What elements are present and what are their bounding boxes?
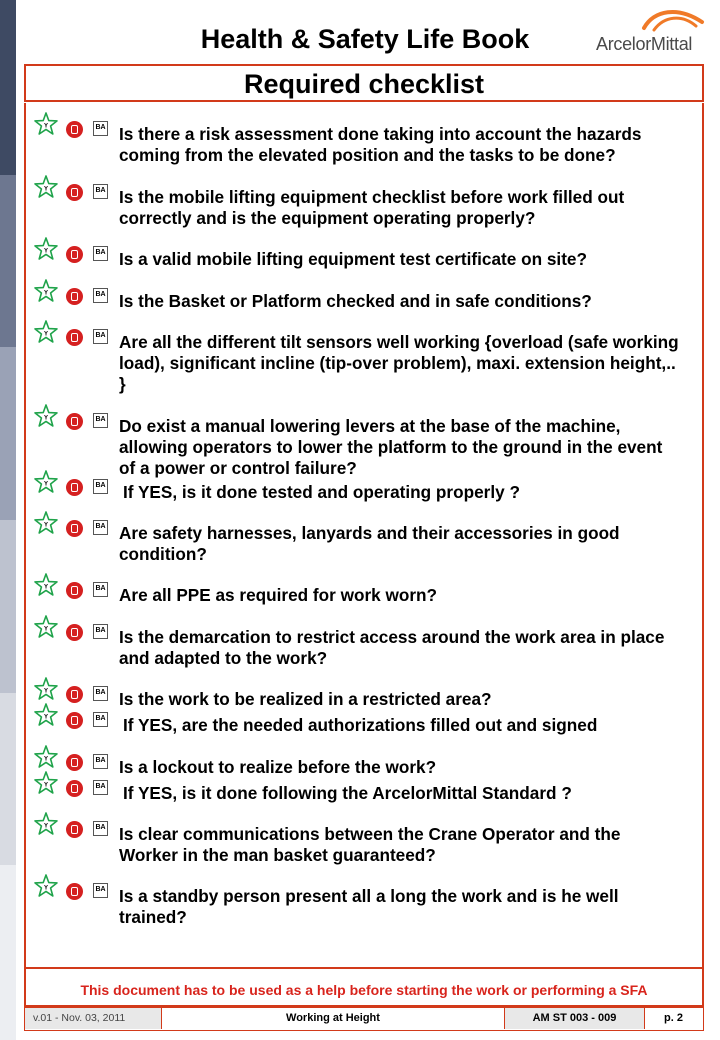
document-title: Health & Safety Life Book bbox=[200, 24, 530, 54]
svg-text:Y: Y bbox=[43, 123, 49, 130]
ba-icon: BA bbox=[93, 184, 108, 199]
life-rule-icon bbox=[66, 520, 83, 537]
ba-icon: BA bbox=[93, 712, 108, 727]
star-icon bbox=[34, 573, 58, 597]
checklist-question: Is the Basket or Platform checked and in safe conditions? bbox=[119, 291, 592, 311]
checklist-question: If YES, are the needed authorizations filled out and signed bbox=[123, 715, 598, 735]
checklist-question: Is a lockout to realize before the work? bbox=[119, 757, 437, 777]
ba-icon: BA bbox=[93, 329, 108, 344]
ba-icon: BA bbox=[93, 582, 108, 597]
life-rule-icon bbox=[66, 686, 83, 703]
star-icon bbox=[34, 771, 58, 795]
item-icons bbox=[34, 320, 114, 350]
footer-version: v.01 - Nov. 03, 2011 bbox=[25, 1008, 161, 1029]
ba-icon: BA bbox=[93, 288, 108, 303]
life-rule-icon bbox=[66, 883, 83, 900]
life-rule-icon bbox=[66, 413, 83, 430]
checklist-question: If YES, is it done following the ArcelorMittal Standard ? bbox=[123, 783, 572, 803]
svg-text:Y: Y bbox=[43, 248, 49, 255]
star-icon bbox=[34, 112, 58, 136]
svg-text:Y: Y bbox=[43, 688, 49, 695]
checklist-question: Are all PPE as required for work worn? bbox=[119, 585, 438, 605]
star-icon bbox=[34, 812, 58, 836]
ba-icon: BA bbox=[93, 520, 108, 535]
item-icons bbox=[34, 703, 114, 733]
svg-text:Y: Y bbox=[43, 290, 49, 297]
checklist-question: Is a standby person present all a long the work and is he well trained? bbox=[119, 886, 619, 927]
star-icon bbox=[34, 511, 58, 535]
svg-text:Y: Y bbox=[43, 415, 49, 422]
checklist-question: Is the mobile lifting equipment checklist before work filled out correctly and is the equipment operating properly? bbox=[119, 187, 625, 228]
star-icon bbox=[34, 279, 58, 303]
star-icon bbox=[34, 320, 58, 344]
ba-icon: BA bbox=[93, 883, 108, 898]
checklist-title-box bbox=[24, 64, 704, 102]
ba-icon: BA bbox=[93, 121, 108, 136]
star-icon bbox=[34, 404, 58, 428]
checklist-question: Is a valid mobile lifting equipment test certificate on site? bbox=[119, 249, 587, 269]
ba-icon: BA bbox=[93, 821, 108, 836]
star-icon bbox=[34, 615, 58, 639]
checklist-question: Is there a risk assessment done taking into account the hazards coming from the elevated position and the tasks to be done? bbox=[119, 124, 642, 165]
ba-icon: BA bbox=[93, 479, 108, 494]
item-icons bbox=[34, 573, 114, 603]
svg-text:Y: Y bbox=[43, 756, 49, 763]
item-icons bbox=[34, 279, 114, 309]
life-rule-icon bbox=[66, 754, 83, 771]
svg-text:Y: Y bbox=[43, 626, 49, 633]
checklist-question: Is clear communications between the Crane Operator and the Worker in the man basket guaranteed? bbox=[119, 824, 621, 865]
life-rule-icon bbox=[66, 821, 83, 838]
item-icons bbox=[34, 511, 114, 541]
life-rule-icon bbox=[66, 184, 83, 201]
item-icons bbox=[34, 112, 114, 142]
star-icon bbox=[34, 470, 58, 494]
footer-code: AM ST 003 - 009 bbox=[505, 1008, 645, 1029]
star-icon bbox=[34, 677, 58, 701]
svg-text:Y: Y bbox=[43, 885, 49, 892]
footer-page: p. 2 bbox=[664, 1012, 683, 1024]
item-icons bbox=[34, 874, 114, 904]
ba-icon: BA bbox=[93, 413, 108, 428]
item-icons bbox=[34, 470, 114, 500]
life-rule-icon bbox=[66, 329, 83, 346]
ba-icon: BA bbox=[93, 780, 108, 795]
star-icon bbox=[34, 703, 58, 727]
star-icon bbox=[34, 745, 58, 769]
footer-bar bbox=[24, 1007, 704, 1031]
item-icons bbox=[34, 615, 114, 645]
svg-text:Y: Y bbox=[43, 714, 49, 721]
ba-icon: BA bbox=[93, 686, 108, 701]
life-rule-icon bbox=[66, 121, 83, 138]
checklist-question: Is the work to be realized in a restricted area? bbox=[119, 689, 492, 709]
item-icons bbox=[34, 812, 114, 842]
footer-topic: Working at Height bbox=[161, 1008, 505, 1029]
life-rule-icon bbox=[66, 582, 83, 599]
checklist-question: If YES, is it done tested and operating properly ? bbox=[123, 482, 520, 502]
logo-swoosh-icon bbox=[640, 4, 706, 32]
checklist-question: Are all the different tilt sensors well working {overload (safe working load), significant incline (tip-over problem), maxi. extension height,.. } bbox=[119, 332, 679, 394]
svg-text:Y: Y bbox=[43, 823, 49, 830]
star-icon bbox=[34, 874, 58, 898]
svg-text:Y: Y bbox=[43, 584, 49, 591]
life-rule-icon bbox=[66, 780, 83, 797]
life-rule-icon bbox=[66, 288, 83, 305]
checklist-title: Required checklist bbox=[243, 69, 485, 99]
side-color-strip bbox=[0, 0, 16, 1040]
checklist-question: Is the demarcation to restrict access around the work area in place and adapted to the work? bbox=[119, 627, 665, 668]
svg-text:Y: Y bbox=[43, 481, 49, 488]
star-icon bbox=[34, 237, 58, 261]
svg-text:Y: Y bbox=[43, 522, 49, 529]
svg-text:Y: Y bbox=[43, 782, 49, 789]
logo-text: ArcelorMittal bbox=[596, 34, 693, 54]
ba-icon: BA bbox=[93, 624, 108, 639]
checklist-question: Are safety harnesses, lanyards and their accessories in good condition? bbox=[119, 523, 620, 564]
life-rule-icon bbox=[66, 479, 83, 496]
checklist-question: Do exist a manual lowering levers at the base of the machine, allowing operators to lower the platform to the ground in the event of a power or control failure? bbox=[119, 416, 663, 478]
ba-icon: BA bbox=[93, 246, 108, 261]
footer-note-box bbox=[24, 969, 704, 1007]
item-icons bbox=[34, 237, 114, 267]
ba-icon: BA bbox=[93, 754, 108, 769]
life-rule-icon bbox=[66, 624, 83, 641]
star-icon bbox=[34, 175, 58, 199]
item-icons bbox=[34, 404, 114, 434]
item-icons bbox=[34, 771, 114, 801]
svg-text:Y: Y bbox=[43, 331, 49, 338]
life-rule-icon bbox=[66, 246, 83, 263]
item-icons bbox=[34, 175, 114, 205]
life-rule-icon bbox=[66, 712, 83, 729]
svg-text:Y: Y bbox=[43, 186, 49, 193]
footer-note: This document has to be used as a help before starting the work or performing a SFA bbox=[80, 982, 648, 998]
arcelormittal-logo bbox=[596, 4, 712, 52]
